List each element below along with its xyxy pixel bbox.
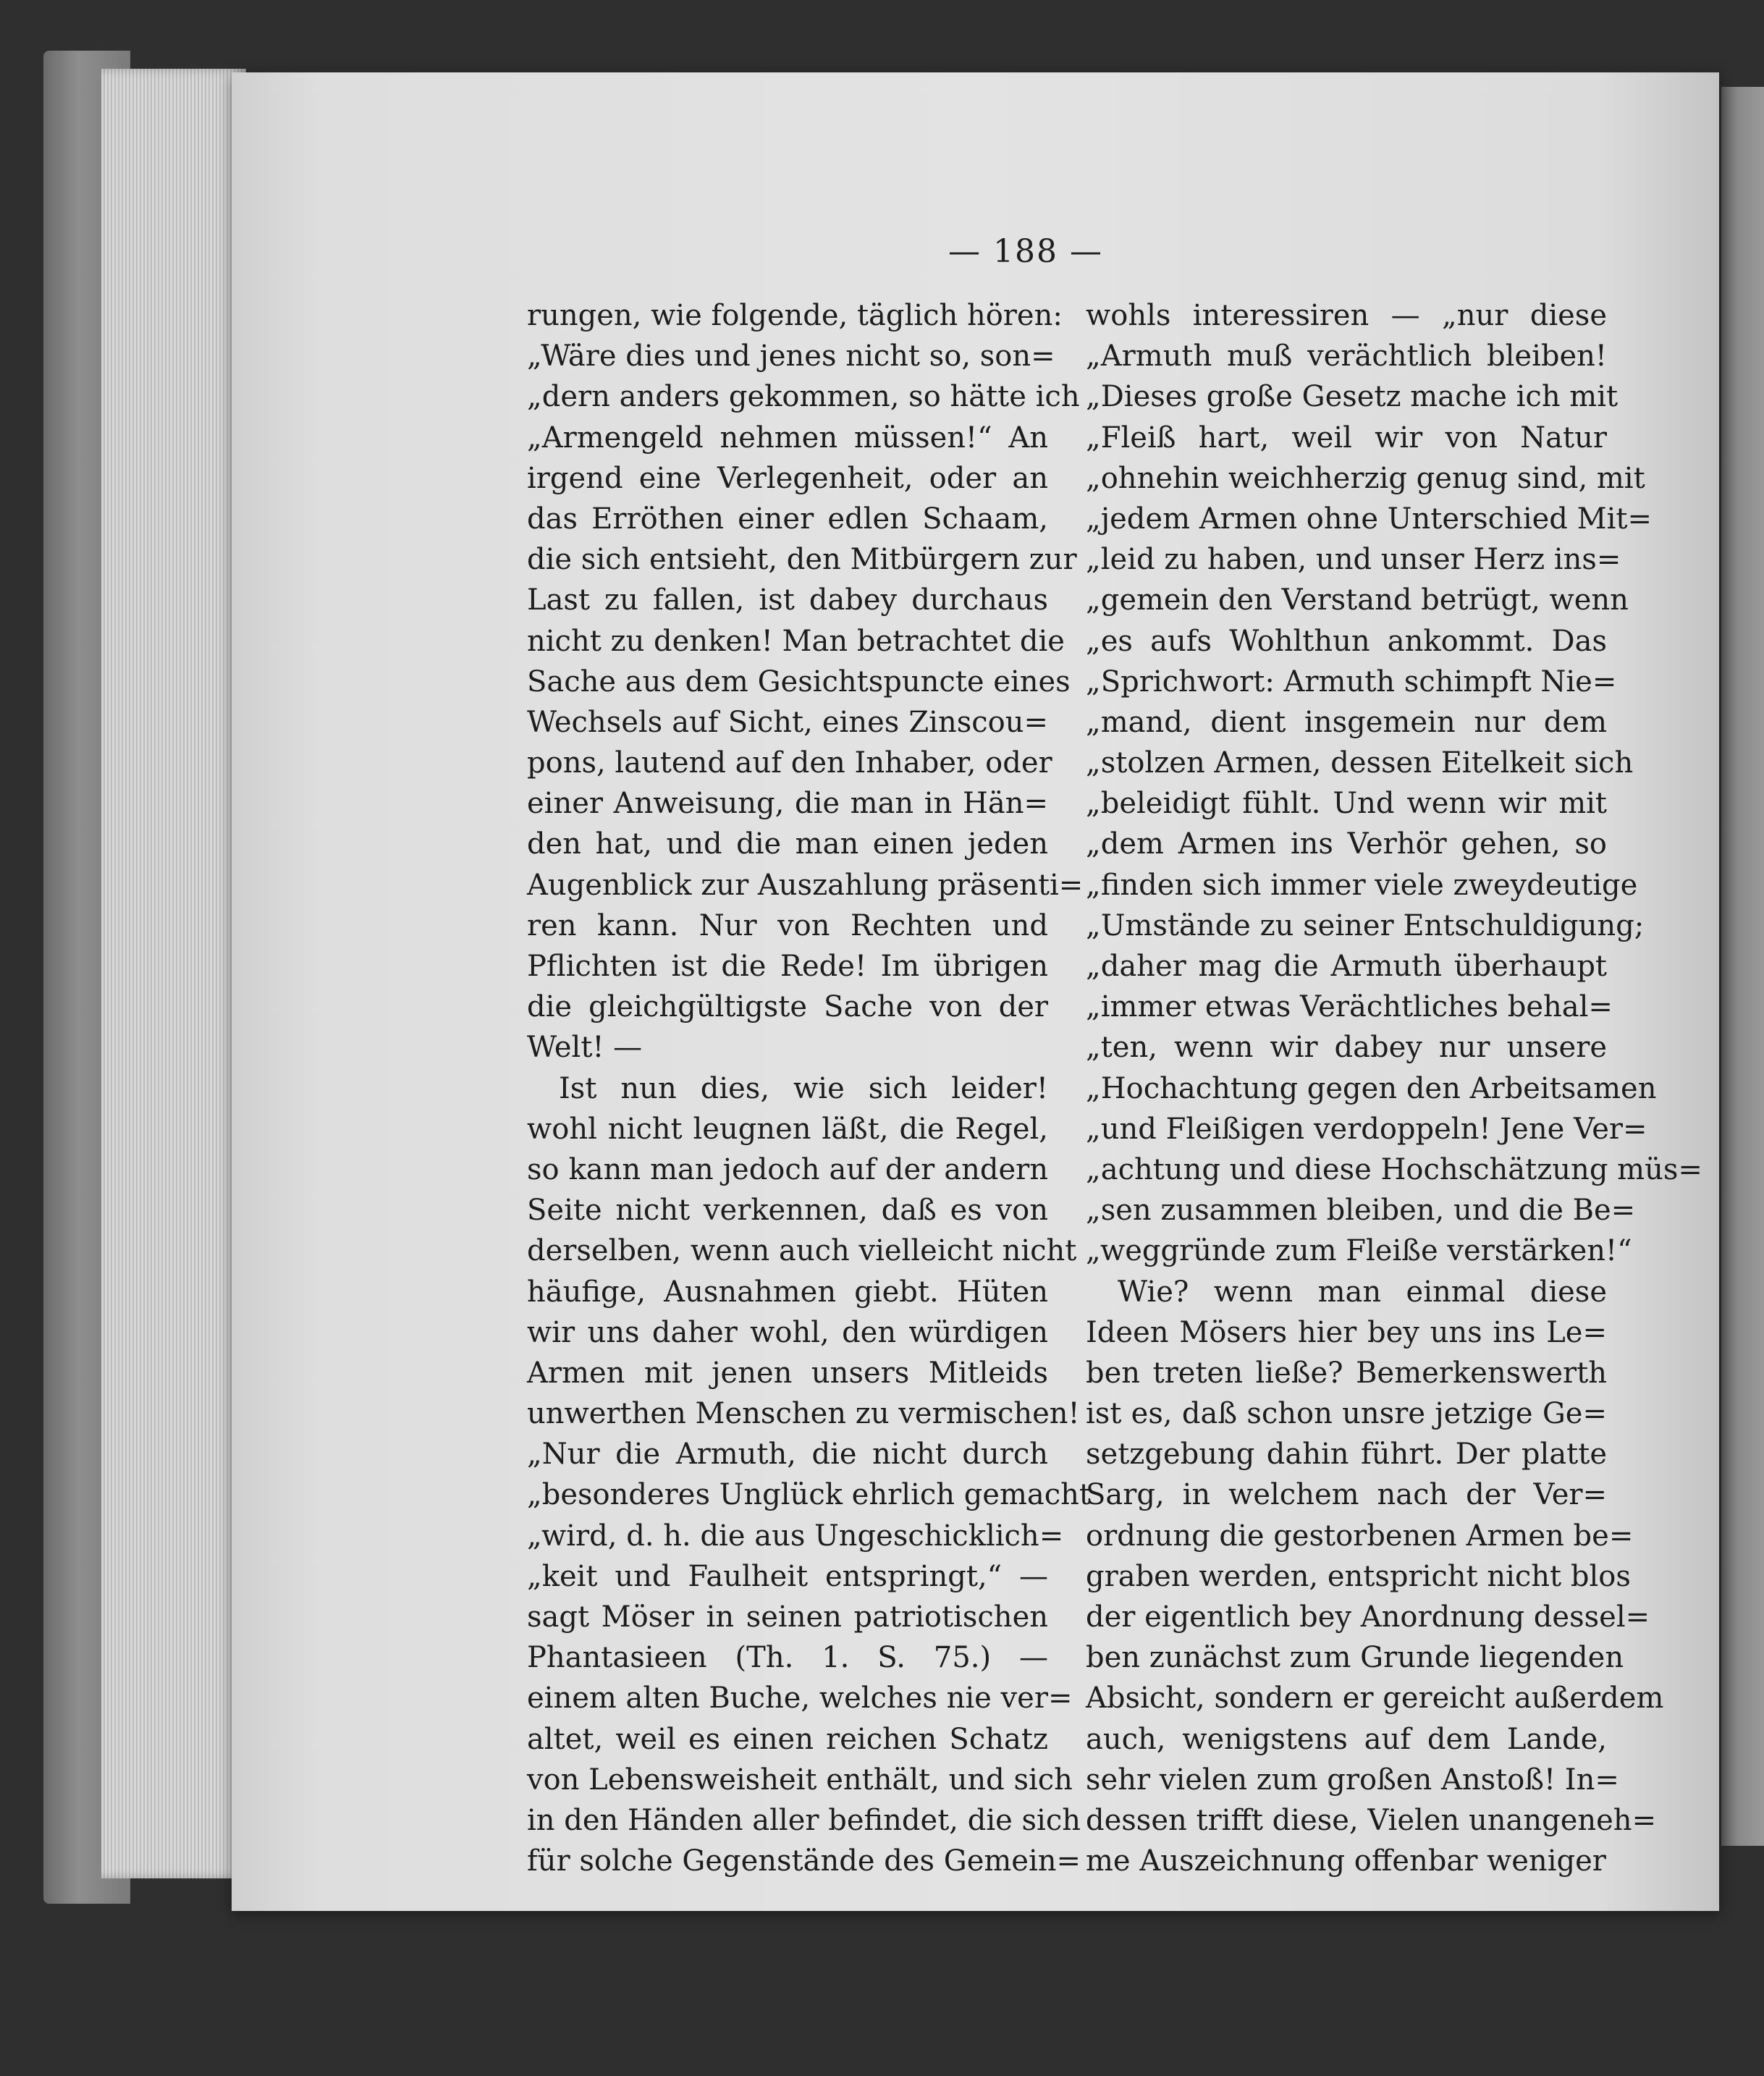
text-line: „Nur die Armuth, die nicht durch xyxy=(527,1438,1048,1472)
text-line: irgend eine Verlegenheit, oder an xyxy=(527,461,1048,495)
text-line: derselben, wenn auch vielleicht nicht xyxy=(527,1234,1077,1268)
text-line: in den Händen aller befindet, die sich xyxy=(527,1803,1081,1837)
text-line: Wie? wenn man einmal diese xyxy=(1118,1275,1607,1309)
text-line: „daher mag die Armuth überhaupt xyxy=(1086,950,1607,983)
text-line: die gleichgültigste Sache von der xyxy=(527,990,1048,1024)
text-line: Ideen Mösers hier bey uns ins Le= xyxy=(1086,1315,1607,1349)
text-line: „weggründe zum Fleiße verstärken!“ xyxy=(1086,1234,1632,1268)
text-line: pons, lautend auf den Inhaber, oder xyxy=(527,746,1052,780)
text-line: sagt Möser in seinen patriotischen xyxy=(527,1600,1048,1634)
text-line: „achtung und diese Hochschätzung müs= xyxy=(1086,1152,1702,1186)
text-line: „ohnehin weichherzig genug sind, mit xyxy=(1086,461,1645,495)
text-line: für solche Gegenstände des Gemein= xyxy=(527,1844,1081,1878)
text-line: so kann man jedoch auf der andern xyxy=(527,1152,1048,1186)
text-line: wir uns daher wohl, den würdigen xyxy=(527,1315,1048,1349)
text-line: setzgebung dahin führt. Der platte xyxy=(1086,1438,1607,1472)
text-line: Wechsels auf Sicht, eines Zinscou= xyxy=(527,705,1048,739)
text-line: den hat, und die man einen jeden xyxy=(527,827,1048,861)
page-number: — 188 — xyxy=(948,233,1103,270)
text-line: einem alten Buche, welches nie ver= xyxy=(527,1682,1073,1716)
text-line: Armen mit jenen unsers Mitleids xyxy=(527,1356,1048,1390)
text-line: „Armuth muß verächtlich bleiben! xyxy=(1086,339,1607,374)
text-line: „sen zusammen bleiben, und die Be= xyxy=(1086,1194,1636,1228)
text-line: „immer etwas Verächtliches behal= xyxy=(1086,990,1613,1024)
text-line: Welt! — xyxy=(527,1031,643,1065)
text-line: „dem Armen ins Verhör gehen, so xyxy=(1086,827,1607,861)
text-line: auch, wenigstens auf dem Lande, xyxy=(1086,1722,1607,1756)
text-line: „Fleiß hart, weil wir von Natur xyxy=(1086,421,1607,455)
text-line: „stolzen Armen, dessen Eitelkeit sich xyxy=(1086,746,1634,780)
text-line: häufige, Ausnahmen giebt. Hüten xyxy=(527,1275,1048,1309)
text-line: „gemein den Verstand betrügt, wenn xyxy=(1086,583,1629,617)
text-line: „leid zu haben, und unser Herz ins= xyxy=(1086,543,1621,577)
text-line: ordnung die gestorbenen Armen be= xyxy=(1086,1519,1634,1553)
text-line: die sich entsieht, den Mitbürgern zur xyxy=(527,543,1077,577)
text-line: ben treten ließe? Bemerkenswerth xyxy=(1086,1356,1607,1390)
text-line: nicht zu denken! Man betrachtet die xyxy=(527,624,1065,658)
text-line: „mand, dient insgemein nur dem xyxy=(1086,705,1607,739)
text-line: ren kann. Nur von Rechten und xyxy=(527,908,1048,942)
text-line: rungen, wie folgende, täglich hören: xyxy=(527,299,1063,332)
text-line: „dern anders gekommen, so hätte ich xyxy=(527,380,1080,414)
text-line: „besonderes Unglück ehrlich gemacht xyxy=(527,1478,1091,1512)
text-line: Absicht, sondern er gereicht außerdem xyxy=(1086,1682,1664,1716)
text-line: unwerthen Menschen zu vermischen! xyxy=(527,1397,1080,1431)
text-line: „keit und Faulheit entspringt,“ — xyxy=(527,1559,1048,1593)
text-line: wohl nicht leugnen läßt, die Regel, xyxy=(527,1112,1048,1146)
text-line: Pflichten ist die Rede! Im übrigen xyxy=(527,950,1048,983)
text-line: „es aufs Wohlthun ankommt. Das xyxy=(1086,624,1607,658)
text-line: wohls interessiren — „nur diese xyxy=(1086,299,1607,332)
text-line: sehr vielen zum großen Anstoß! In= xyxy=(1086,1763,1619,1797)
text-line: Sache aus dem Gesichtspuncte eines xyxy=(527,664,1071,699)
text-line: dessen trifft diese, Vielen unangeneh= xyxy=(1086,1803,1657,1837)
text-line: Last zu fallen, ist dabey durchaus xyxy=(527,583,1048,617)
text-line: von Lebensweisheit enthält, und sich xyxy=(527,1763,1073,1797)
text-line: ben zunächst zum Grunde liegenden xyxy=(1086,1641,1624,1675)
text-line: das Erröthen einer edlen Schaam, xyxy=(527,502,1048,536)
facing-page-edge xyxy=(1721,87,1764,1846)
text-line: graben werden, entspricht nicht blos xyxy=(1086,1559,1631,1593)
page-stack-edge xyxy=(101,69,246,1878)
text-line: „und Fleißigen verdoppeln! Jene Ver= xyxy=(1086,1112,1647,1146)
text-line: „Wäre dies und jenes nicht so, son= xyxy=(527,339,1055,374)
text-line: „wird, d. h. die aus Ungeschicklich= xyxy=(527,1519,1064,1553)
text-line: „finden sich immer viele zweydeutige xyxy=(1086,868,1638,902)
right-text-column xyxy=(1086,295,1702,1881)
text-line: „Sprichwort: Armuth schimpft Nie= xyxy=(1086,664,1617,699)
text-line: Augenblick zur Auszahlung präsenti= xyxy=(527,868,1084,902)
text-line: einer Anweisung, die man in Hän= xyxy=(527,787,1048,821)
text-line: „ten, wenn wir dabey nur unsere xyxy=(1086,1031,1607,1065)
text-line: Ist nun dies, wie sich leider! xyxy=(559,1071,1048,1105)
text-line: altet, weil es einen reichen Schatz xyxy=(527,1722,1048,1756)
text-line: Phantasieen (Th. 1. S. 75.) — xyxy=(527,1641,1048,1675)
text-line: der eigentlich bey Anordnung dessel= xyxy=(1086,1600,1650,1634)
text-line: „Armengeld nehmen müssen!“ An xyxy=(527,421,1048,455)
text-line: me Auszeichnung offenbar weniger xyxy=(1086,1844,1606,1878)
left-text-column xyxy=(527,295,1091,1881)
text-line: ist es, daß schon unsre jetzige Ge= xyxy=(1086,1397,1607,1431)
text-line: Sarg, in welchem nach der Ver= xyxy=(1086,1478,1607,1512)
text-line: „beleidigt fühlt. Und wenn wir mit xyxy=(1086,787,1607,821)
text-line: „Dieses große Gesetz mache ich mit xyxy=(1086,380,1619,414)
text-line: Seite nicht verkennen, daß es von xyxy=(527,1194,1048,1228)
text-line: „jedem Armen ohne Unterschied Mit= xyxy=(1086,502,1652,536)
text-line: „Hochachtung gegen den Arbeitsamen xyxy=(1086,1071,1657,1105)
text-line: „Umstände zu seiner Entschuldigung; xyxy=(1086,908,1645,942)
